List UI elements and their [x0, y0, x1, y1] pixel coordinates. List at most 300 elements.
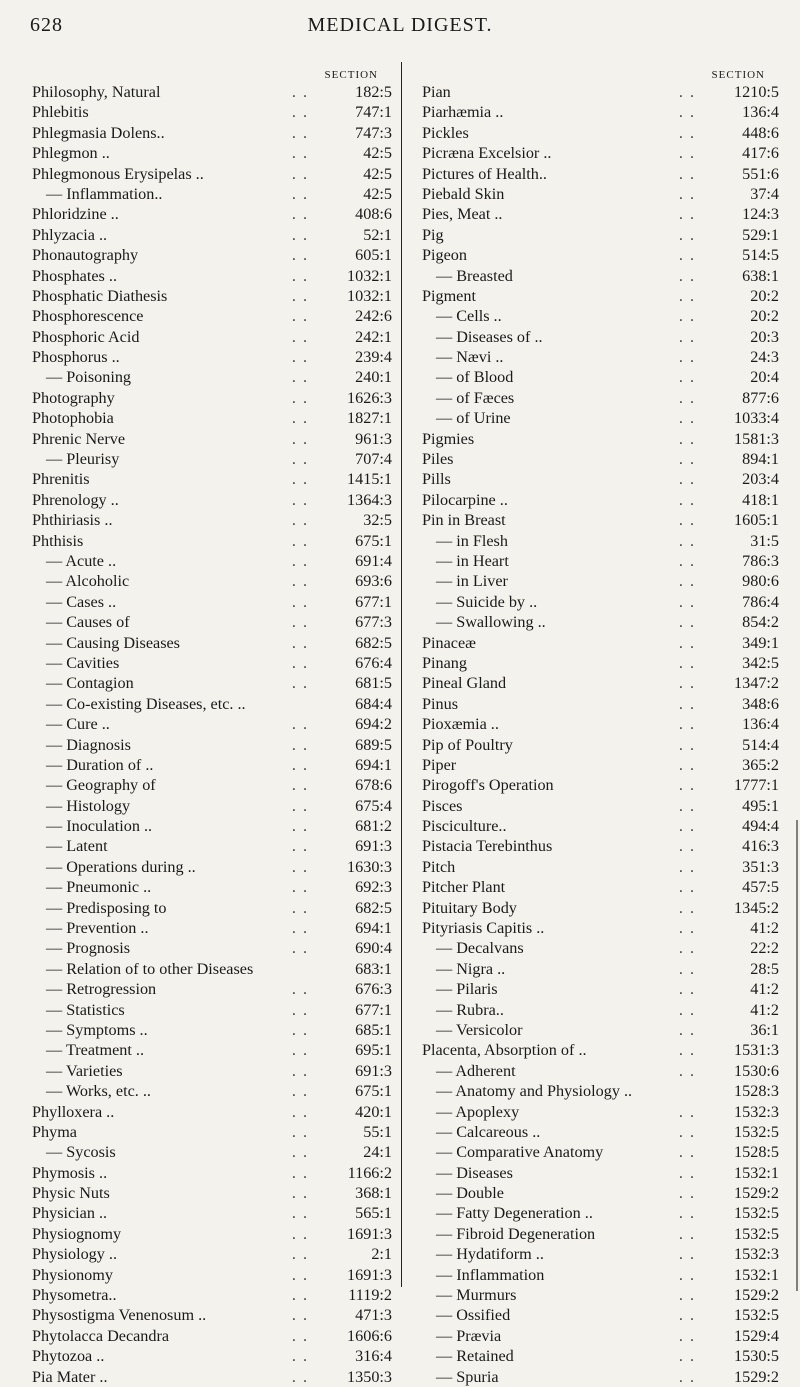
leader-dots: ..	[291, 1306, 314, 1325]
entry-section: 20:3	[750, 327, 779, 346]
entry-section: 1032:1	[347, 286, 392, 305]
entry-term: — Adherent	[436, 1061, 516, 1080]
entry-term: — Rubra..	[436, 1000, 504, 1019]
index-entry	[422, 429, 779, 449]
entry-section: 695:1	[355, 1041, 392, 1060]
leader-dots: ..	[291, 755, 314, 774]
entry-term: Placenta, Absorption of ..	[422, 1041, 587, 1060]
entry-term: Pisciculture..	[422, 817, 507, 836]
index-entry	[32, 204, 392, 224]
entry-term: Phloridzine ..	[32, 205, 119, 224]
leader-dots: ..	[678, 266, 701, 285]
entry-section: 37:4	[750, 184, 779, 203]
leader-dots: ..	[291, 1224, 314, 1243]
section-header: SECTION	[711, 69, 765, 81]
entry-term: Pian	[422, 83, 451, 101]
leader-dots: ..	[678, 878, 701, 897]
entry-term: Pigeon	[422, 246, 467, 265]
entry-term: Phytolacca Decandra	[32, 1326, 170, 1345]
leader-dots: ..	[291, 1204, 314, 1223]
index-entry	[422, 836, 779, 856]
leader-dots: ..	[678, 511, 701, 530]
entry-term: Picræna Excelsior ..	[422, 144, 552, 163]
index-entry	[422, 82, 779, 102]
leader-dots: ..	[291, 715, 314, 734]
index-entry	[32, 1142, 392, 1162]
entry-term: — Double	[436, 1184, 504, 1203]
entry-term: Phrenology ..	[32, 490, 119, 509]
leader-dots: ..	[291, 327, 314, 346]
entry-term: — Fatty Degeneration ..	[436, 1204, 593, 1223]
entry-term: Pinaceæ	[422, 633, 476, 652]
leader-dots: ..	[678, 1020, 701, 1039]
leader-dots: ..	[291, 1163, 314, 1182]
entry-section: 124:3	[742, 205, 779, 224]
index-entry	[422, 1285, 779, 1305]
entry-section: 41:2	[750, 1000, 779, 1019]
index-entry	[422, 1020, 779, 1040]
entry-section: 1530:6	[734, 1061, 779, 1080]
leader-dots: ..	[291, 225, 314, 244]
index-entry	[422, 306, 779, 326]
index-entry	[422, 245, 779, 265]
index-entry	[32, 979, 392, 999]
entry-term: — Comparative Anatomy	[436, 1143, 604, 1162]
index-entry	[422, 898, 779, 918]
leader-dots: ..	[291, 572, 314, 591]
entry-section: 349:1	[742, 633, 779, 652]
leader-dots: ..	[678, 348, 701, 367]
entry-section: 1626:3	[347, 388, 392, 407]
entry-section: 681:2	[355, 817, 392, 836]
entry-term: Pin in Breast	[422, 511, 506, 530]
entry-term: Pistacia Terebinthus	[422, 837, 553, 856]
entry-section: 681:5	[355, 674, 392, 693]
index-entry	[32, 1326, 392, 1346]
leader-dots: ..	[678, 1224, 701, 1243]
entry-term: — Diagnosis	[46, 735, 131, 754]
leader-dots: ..	[291, 735, 314, 754]
entry-section: 408:6	[355, 205, 392, 224]
index-entry	[32, 816, 392, 836]
entry-term: — Calcareous ..	[436, 1122, 541, 1141]
index-entry	[32, 1122, 392, 1142]
index-entry	[422, 1163, 779, 1183]
index-entry	[32, 938, 392, 958]
entry-section: 20:2	[750, 286, 779, 305]
entry-section: 42:5	[363, 164, 392, 183]
leader-dots: ..	[291, 429, 314, 448]
entry-term: Pills	[422, 470, 451, 489]
entry-section: 348:6	[742, 694, 779, 713]
entry-section: 707:4	[355, 450, 392, 469]
entry-term: Pisces	[422, 796, 463, 815]
entry-section: 693:6	[355, 572, 392, 591]
leader-dots: ..	[678, 429, 701, 448]
entry-term: — Causes of	[46, 613, 130, 632]
index-entry	[422, 1305, 779, 1325]
entry-section: 32:5	[363, 511, 392, 530]
index-entry	[422, 469, 779, 489]
entry-section: 747:1	[355, 103, 392, 122]
index-entry	[422, 714, 779, 734]
leader-dots: ..	[678, 531, 701, 550]
index-entry	[32, 775, 392, 795]
entry-section: 368:1	[355, 1184, 392, 1203]
leader-dots: ..	[678, 1286, 701, 1305]
index-entry	[422, 653, 779, 673]
index-entry	[422, 1102, 779, 1122]
leader-dots: ..	[291, 144, 314, 163]
entry-term: — Predisposing to	[46, 898, 167, 917]
entry-section: 342:5	[742, 653, 779, 672]
entry-term: — Decalvans	[436, 939, 524, 958]
leader-dots: ..	[291, 1061, 314, 1080]
leader-dots: ..	[291, 1000, 314, 1019]
index-entry	[32, 429, 392, 449]
leader-dots: ..	[291, 837, 314, 856]
index-entry	[422, 388, 779, 408]
leader-dots: ..	[678, 857, 701, 876]
index-entry	[422, 796, 779, 816]
index-entry	[32, 82, 392, 102]
entry-term: — Duration of ..	[46, 755, 154, 774]
entry-term: — Poisoning	[46, 368, 132, 387]
index-entry	[422, 633, 779, 653]
leader-dots: ..	[291, 898, 314, 917]
index-entry	[32, 184, 392, 204]
leader-dots: ..	[291, 653, 314, 672]
entry-section: 638:1	[742, 266, 779, 285]
entry-term: — Swallowing ..	[436, 613, 546, 632]
leader-dots: ..	[291, 1184, 314, 1203]
entry-term: Phonautography	[32, 246, 139, 265]
entry-section: 41:2	[750, 980, 779, 999]
index-entry	[422, 1061, 779, 1081]
index-entry	[32, 1163, 392, 1183]
leader-dots: ..	[678, 796, 701, 815]
leader-dots: ..	[678, 715, 701, 734]
entry-term: — Works, etc. ..	[46, 1082, 151, 1101]
leader-dots: ..	[678, 246, 701, 265]
entry-section: 694:1	[355, 755, 392, 774]
entry-term: Pitcher Plant	[422, 878, 506, 897]
entry-section: 36:1	[750, 1020, 779, 1039]
entry-term: — Statistics	[46, 1000, 125, 1019]
entry-term: Phosphorescence	[32, 307, 144, 326]
entry-section: 1532:5	[734, 1122, 779, 1141]
entry-section: 42:5	[363, 144, 392, 163]
entry-section: 854:2	[742, 613, 779, 632]
leader-dots: ..	[291, 511, 314, 530]
leader-dots: ..	[678, 1367, 701, 1386]
entry-term: Philosophy, Natural	[32, 83, 161, 101]
entry-section: 1529:2	[734, 1184, 779, 1203]
leader-dots: ..	[291, 1265, 314, 1284]
index-entry	[32, 694, 392, 714]
index-entry	[32, 286, 392, 306]
leader-dots: ..	[678, 817, 701, 836]
entry-section: 1528:5	[734, 1143, 779, 1162]
index-entry	[32, 510, 392, 530]
index-entry	[422, 1142, 779, 1162]
leader-dots: ..	[678, 1245, 701, 1264]
leader-dots: ..	[291, 592, 314, 611]
index-entry	[32, 1000, 392, 1020]
entry-term: Physiology ..	[32, 1245, 118, 1264]
leader-dots: ..	[678, 307, 701, 326]
leader-dots: ..	[678, 633, 701, 652]
entry-term: — in Liver	[436, 572, 508, 591]
entry-term: Phosphorus ..	[32, 348, 120, 367]
index-entry	[32, 1244, 392, 1264]
index-entry	[422, 510, 779, 530]
leader-dots: ..	[678, 1184, 701, 1203]
entry-section: 1415:1	[347, 470, 392, 489]
leader-dots: ..	[291, 164, 314, 183]
entry-section: 41:2	[750, 919, 779, 938]
entry-term: Pityriasis Capitis ..	[422, 919, 545, 938]
entry-section: 28:5	[750, 959, 779, 978]
leader-dots: ..	[291, 266, 314, 285]
leader-dots: ..	[678, 898, 701, 917]
entry-term: — Alcoholic	[46, 572, 130, 591]
index-entry	[32, 1061, 392, 1081]
index-entry	[422, 755, 779, 775]
entry-term: — in Heart	[436, 551, 509, 570]
entry-term: — Varieties	[46, 1061, 123, 1080]
index-entry	[422, 1122, 779, 1142]
entry-section: 417:6	[742, 144, 779, 163]
leader-dots: ..	[678, 1265, 701, 1284]
entry-section: 136:4	[742, 715, 779, 734]
entry-section: 55:1	[363, 1122, 392, 1141]
leader-dots: ..	[291, 674, 314, 693]
entry-term: Pickles	[422, 123, 469, 142]
index-entry	[32, 123, 392, 143]
entry-section: 1581:3	[734, 429, 779, 448]
leader-dots: ..	[678, 980, 701, 999]
entry-section: 1532:1	[734, 1163, 779, 1182]
index-entry	[422, 102, 779, 122]
index-entry	[422, 1203, 779, 1223]
leader-dots: ..	[291, 1020, 314, 1039]
entry-term: — Cure ..	[46, 715, 110, 734]
entry-section: 565:1	[355, 1204, 392, 1223]
leader-dots: ..	[291, 348, 314, 367]
entry-section: 316:4	[355, 1347, 392, 1366]
entry-term: Piarhæmia ..	[422, 103, 504, 122]
index-entry	[422, 938, 779, 958]
entry-section: 1532:5	[734, 1306, 779, 1325]
entry-section: 1630:3	[347, 857, 392, 876]
entry-term: Physionomy	[32, 1265, 113, 1284]
entry-section: 1528:3	[734, 1082, 779, 1101]
entry-term: — Cavities	[46, 653, 120, 672]
entry-section: 420:1	[355, 1102, 392, 1121]
entry-term: — Latent	[46, 837, 108, 856]
entry-section: 242:1	[355, 327, 392, 346]
entry-term: Phosphoric Acid	[32, 327, 140, 346]
leader-dots: ..	[678, 470, 701, 489]
entry-section: 786:4	[742, 592, 779, 611]
entry-term: — Fibroid Degeneration	[436, 1224, 596, 1243]
leader-dots: ..	[678, 1306, 701, 1325]
entry-term: Pioxæmia ..	[422, 715, 499, 734]
index-entry	[422, 571, 779, 591]
entry-section: 1532:3	[734, 1102, 779, 1121]
entry-section: 1033:4	[734, 409, 779, 428]
leader-dots: ..	[291, 633, 314, 652]
leader-dots: ..	[291, 531, 314, 550]
entry-term: Physometra..	[32, 1286, 117, 1305]
leader-dots: ..	[291, 205, 314, 224]
leader-dots: ..	[678, 1061, 701, 1080]
entry-term: Phlegmon ..	[32, 144, 110, 163]
page-edge	[796, 820, 798, 1291]
leader-dots: ..	[291, 409, 314, 428]
leader-dots: ..	[678, 1143, 701, 1162]
index-entry	[32, 836, 392, 856]
entry-term: Pip of Poultry	[422, 735, 513, 754]
leader-dots: ..	[291, 857, 314, 876]
index-entry	[32, 653, 392, 673]
index-entry	[422, 857, 779, 877]
leader-dots: ..	[678, 613, 701, 632]
leader-dots: ..	[678, 551, 701, 570]
index-entry	[422, 1346, 779, 1366]
entry-term: — Pleurisy	[46, 450, 120, 469]
entry-section: 694:2	[355, 715, 392, 734]
index-entry	[32, 408, 392, 428]
entry-section: 677:3	[355, 613, 392, 632]
index-entry	[32, 857, 392, 877]
entry-section: 365:2	[742, 755, 779, 774]
entry-term: — Apoplexy	[436, 1102, 520, 1121]
index-entry	[422, 164, 779, 184]
leader-dots: ..	[678, 409, 701, 428]
entry-section: 1606:6	[347, 1326, 392, 1345]
leader-dots: ..	[291, 776, 314, 795]
entry-section: 1529:4	[734, 1326, 779, 1345]
leader-dots: ..	[291, 613, 314, 632]
index-entry	[422, 286, 779, 306]
entry-section: 551:6	[742, 164, 779, 183]
index-entry	[32, 225, 392, 245]
index-entry	[32, 1367, 392, 1387]
entry-section: 605:1	[355, 246, 392, 265]
index-entry	[422, 1326, 779, 1346]
entry-section: 52:1	[363, 225, 392, 244]
index-entry	[32, 918, 392, 938]
index-entry	[422, 551, 779, 571]
entry-section: 1531:3	[734, 1041, 779, 1060]
index-entry	[32, 102, 392, 122]
index-entry	[32, 612, 392, 632]
entry-term: Pinus	[422, 694, 458, 713]
entry-term: — Cells ..	[436, 307, 502, 326]
entry-term: — in Flesh	[436, 531, 508, 550]
entry-section: 691:4	[355, 551, 392, 570]
entry-term: — Operations during ..	[46, 857, 196, 876]
leader-dots: ..	[291, 246, 314, 265]
entry-term: — Prognosis	[46, 939, 131, 958]
leader-dots: ..	[678, 674, 701, 693]
entry-term: — Ossified	[436, 1306, 511, 1325]
index-entry	[32, 327, 392, 347]
entry-section: 240:1	[355, 368, 392, 387]
index-entry	[422, 531, 779, 551]
leader-dots: ..	[678, 1204, 701, 1223]
index-entry	[32, 1020, 392, 1040]
index-entry	[422, 1000, 779, 1020]
leader-dots: ..	[678, 164, 701, 183]
section-header: SECTION	[324, 69, 378, 81]
entry-section: 1777:1	[734, 776, 779, 795]
index-entry	[32, 245, 392, 265]
page-number: 628	[30, 14, 63, 36]
entry-term: Pigment	[422, 286, 476, 305]
index-entry	[32, 1081, 392, 1101]
entry-section: 682:5	[355, 633, 392, 652]
entry-section: 1605:1	[734, 511, 779, 530]
index-entry	[32, 1285, 392, 1305]
entry-section: 877:6	[742, 388, 779, 407]
entry-section: 1529:2	[734, 1286, 779, 1305]
entry-section: 675:1	[355, 1082, 392, 1101]
entry-term: — of Fæces	[436, 388, 515, 407]
entry-term: Phlebitis	[32, 103, 89, 122]
leader-dots: ..	[678, 184, 701, 203]
entry-section: 980:6	[742, 572, 779, 591]
entry-term: Piper	[422, 755, 457, 774]
entry-section: 457:5	[742, 878, 779, 897]
entry-term: Phthiriasis ..	[32, 511, 113, 530]
entry-section: 448:6	[742, 123, 779, 142]
index-entry	[422, 592, 779, 612]
leader-dots: ..	[291, 1245, 314, 1264]
entry-section: 683:1	[355, 959, 392, 978]
leader-dots: ..	[678, 735, 701, 754]
index-entry	[32, 469, 392, 489]
index-entry	[422, 184, 779, 204]
entry-section: 690:4	[355, 939, 392, 958]
index-entry	[32, 959, 392, 979]
entry-section: 31:5	[750, 531, 779, 550]
entry-section: 514:4	[742, 735, 779, 754]
entry-term: Phosphatic Diathesis	[32, 286, 168, 305]
entry-section: 677:1	[355, 592, 392, 611]
entry-section: 692:3	[355, 878, 392, 897]
leader-dots: ..	[291, 796, 314, 815]
entry-section: 677:1	[355, 1000, 392, 1019]
index-entry	[32, 673, 392, 693]
index-entry	[32, 714, 392, 734]
index-entry	[32, 143, 392, 163]
leader-dots: ..	[678, 144, 701, 163]
entry-section: 1532:5	[734, 1204, 779, 1223]
entry-term: Pilocarpine ..	[422, 490, 508, 509]
entry-section: 684:4	[355, 694, 392, 713]
entry-section: 1532:1	[734, 1265, 779, 1284]
entry-section: 514:5	[742, 246, 779, 265]
leader-dots: ..	[678, 1326, 701, 1345]
entry-term: — Relation of to other Diseases	[46, 959, 254, 978]
entry-section: 961:3	[355, 429, 392, 448]
leader-dots: ..	[678, 327, 701, 346]
entry-section: 1347:2	[734, 674, 779, 693]
index-entry	[32, 571, 392, 591]
